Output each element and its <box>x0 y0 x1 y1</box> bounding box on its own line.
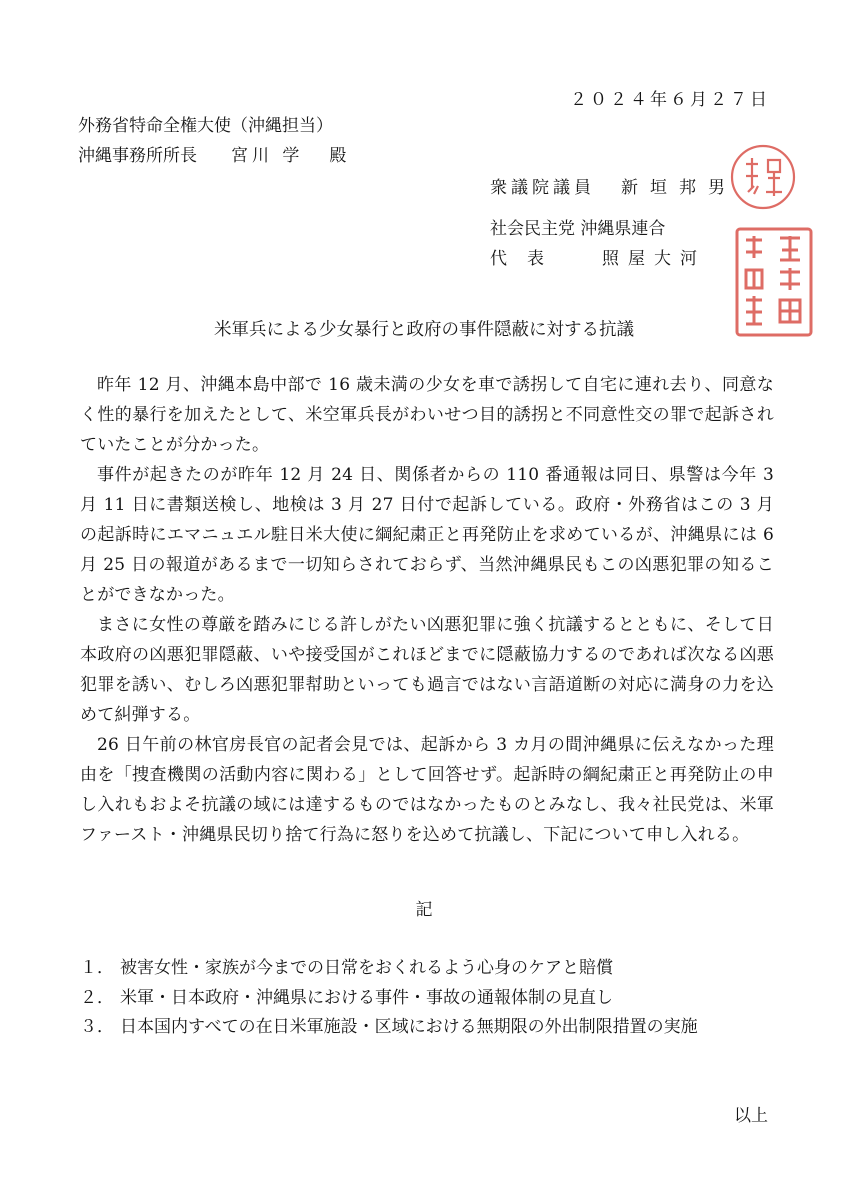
item-text: 被害女性・家族が今までの日常をおくれるよう心身のケアと賠償 <box>120 958 613 978</box>
ki-heading: 記 <box>415 900 433 920</box>
item-text: 米軍・日本政府・沖縄県における事件・事故の通報体制の見直し <box>120 988 613 1008</box>
representative-name: 照屋大河 <box>602 249 706 269</box>
recipient-office: 沖縄事務所所長 <box>78 146 197 166</box>
sender-role: 衆議院議員 <box>490 178 595 198</box>
sender-representative-line <box>490 251 706 268</box>
document-body <box>80 370 774 850</box>
body-paragraph: まさに女性の尊厳を踏みにじる許しがたい凶悪犯罪に強く抗議するとともに、そして日本政府の凶悪犯罪隠蔽、いや接受国がこれほどまでに隠蔽協力するのであれば次なる凶悪犯罪を誘い、むしろ凶悪犯罪幇助といっても過言ではない言語道断の対応に満身の力を込めて糾弾する。 <box>80 615 774 725</box>
item-text: 日本国内すべての在日米軍施設・区域における無期限の外出制限措置の実施 <box>120 1017 698 1037</box>
sender-member-line <box>490 180 737 197</box>
body-paragraph: 26 日午前の林官房長官の記者会見では、起訴から 3 カ月の間沖縄県に伝えなかった理由を「捜査機関の活動内容に関わる」として回答せず。起訴時の綱紀粛正と再発防止の申し入れもおよそ抗議の域には達するものではなかったものとみなし、我々社民党は、米軍ファースト・沖縄県民切り捨て行為に怒りを込めて抗議し、下記について申し入れる。 <box>80 735 774 845</box>
recipient-title: 外務省特命全権大使（沖縄担当） <box>78 116 333 136</box>
item-number: １． <box>80 958 114 978</box>
personal-seal-stamp <box>728 142 798 212</box>
recipient-honorific: 殿 <box>329 146 347 166</box>
sender-organization: 社会民主党 沖縄県連合 <box>490 219 666 239</box>
request-item <box>80 960 613 977</box>
body-paragraph: 事件が起きたのが昨年 12 月 24 日、関係者からの 110 番通報は同日、県警は今年 3 月 11 日に書類送検し、地検は 3 月 27 日付で起訴している。政府・外務省はこの 3 月の起訴時にエマニュエル駐日米大使に綱紀粛正と再発防止を求めているが、沖縄県には 6 月 25 日の報道があるまで一切知らされておらず、当然沖縄県民もこの凶悪犯罪の知ることができなかった。 <box>80 465 774 605</box>
request-item <box>80 1019 698 1036</box>
item-number: ２． <box>80 988 114 1008</box>
document-title: 米軍兵による少女暴行と政府の事件隠蔽に対する抗議 <box>214 320 634 340</box>
recipient-line <box>78 148 346 165</box>
closing-mark: 以上 <box>734 1106 768 1126</box>
document-date: ２０２４年６月２７日 <box>570 90 770 110</box>
recipient-name: 宮川 学 <box>231 146 304 166</box>
body-paragraph: 昨年 12 月、沖縄本島中部で 16 歳未満の少女を車で誘拐して自宅に連れ去り、同意なく性的暴行を加えたとして、米空軍兵長がわいせつ目的誘拐と不同意性交の罪で起訴されていたことが分かった。 <box>80 375 774 455</box>
sender-name: 新垣邦男 <box>621 178 737 198</box>
representative-role: 代表 <box>490 249 564 269</box>
item-number: ３． <box>80 1017 114 1037</box>
request-item <box>80 990 613 1007</box>
